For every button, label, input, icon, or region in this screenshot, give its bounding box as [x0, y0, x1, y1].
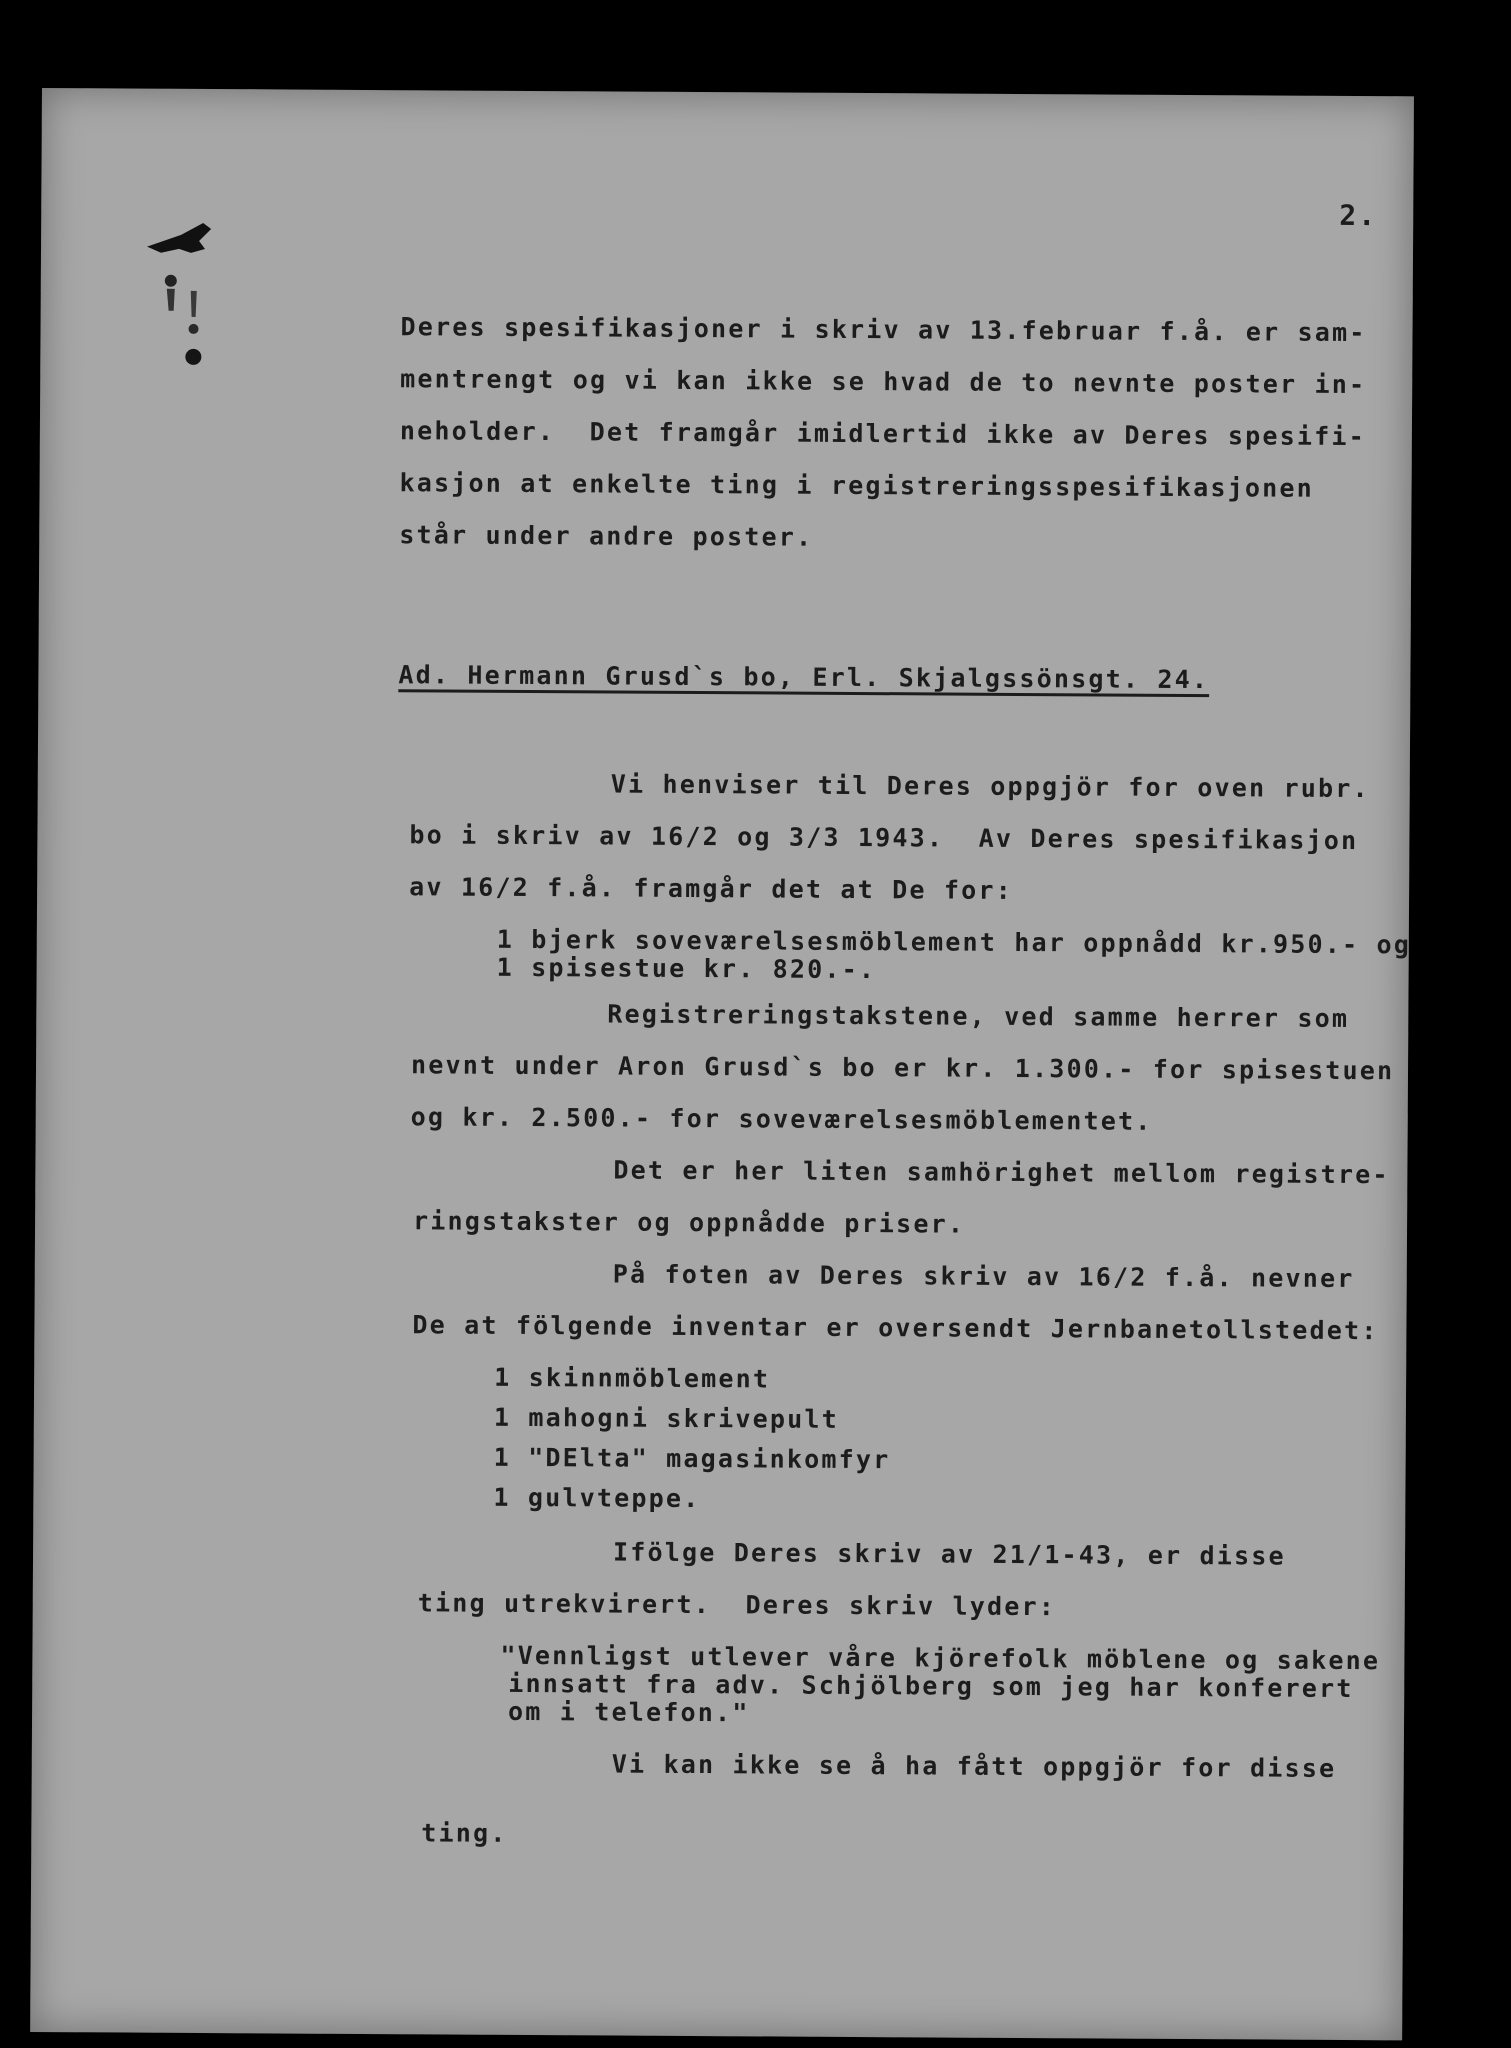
inventory-item: 1 "DElta" magasinkomfyr [493, 1442, 891, 1475]
paragraph-2-line: Vi henviser til Deres oppgjör for oven rubr. [610, 769, 1370, 804]
paragraph-1-line: kasjon at enkelte ting i registreringsspesifikasjonen [399, 468, 1314, 503]
page-number: 2. [1339, 198, 1378, 233]
paragraph-6-line: ting utrekvirert. Deres skriv lyder: [417, 1588, 1057, 1622]
inventory-item: 1 skinnmöblement [494, 1362, 771, 1394]
quote-1-line: 1 bjerk soveværelsesmöblement har oppnådd kr.950.- og [496, 924, 1412, 960]
section-heading: Ad. Hermann Grusd`s bo, Erl. Skjalgssönsgt. 24. [398, 660, 1210, 695]
paragraph-1-line: neholder. Det framgår imidlertid ikke av Deres spesifi- [399, 416, 1367, 452]
inventory-item: 1 mahogni skrivepult [493, 1402, 840, 1434]
paragraph-4-line: ringstakster og oppnådde priser. [412, 1206, 966, 1239]
paragraph-7-line: ting. [421, 1818, 508, 1848]
paragraph-1-line: mentrengt og vi kan ikke se hvad de to nevnte poster in- [400, 364, 1367, 400]
document-page [30, 88, 1414, 2040]
paragraph-5-line: På foten av Deres skriv av 16/2 f.å. nevner [612, 1259, 1355, 1294]
paragraph-7-line: Vi kan ikke se å ha fått oppgjör for disse [611, 1749, 1337, 1783]
quote-1-line: 1 spisestue kr. 820.-. [496, 952, 877, 985]
inventory-item: 1 gulvteppe. [493, 1482, 701, 1514]
quote-2-line: innsatt fra adv. Schjölberg som jeg har konferert [508, 1668, 1354, 1704]
paragraph-3-line: nevnt under Aron Grusd`s bo er kr. 1.300.- for spisestuen [410, 1050, 1395, 1086]
ink-blot-mark [140, 219, 261, 380]
paragraph-5-line: De at fölgende inventar er oversendt Jernbanetollstedet: [412, 1310, 1379, 1346]
paragraph-2-line: av 16/2 f.å. framgår det at De for: [409, 872, 1014, 905]
paragraph-2-line: bo i skriv av 16/2 og 3/3 1943. Av Deres spesifikasjon [409, 820, 1359, 856]
paragraph-6-line: Ifölge Deres skriv av 21/1-43, er disse [612, 1537, 1286, 1571]
paragraph-3-line: Registreringstakstene, ved samme herrer som [607, 999, 1350, 1034]
paragraph-1-line: Deres spesifikasjoner i skriv av 13.februar f.å. er sam- [400, 312, 1367, 348]
paragraph-4-line: Det er her liten samhörighet mellom registre- [613, 1155, 1390, 1190]
paragraph-1-line: står under andre poster. [399, 520, 814, 552]
quote-2-line: "Vennligst utlever våre kjörefolk möblene og sakene [500, 1640, 1381, 1676]
quote-2-line: om i telefon." [508, 1696, 750, 1728]
paragraph-3-line: og kr. 2.500.- for soveværelsesmöblementet. [410, 1102, 1153, 1136]
